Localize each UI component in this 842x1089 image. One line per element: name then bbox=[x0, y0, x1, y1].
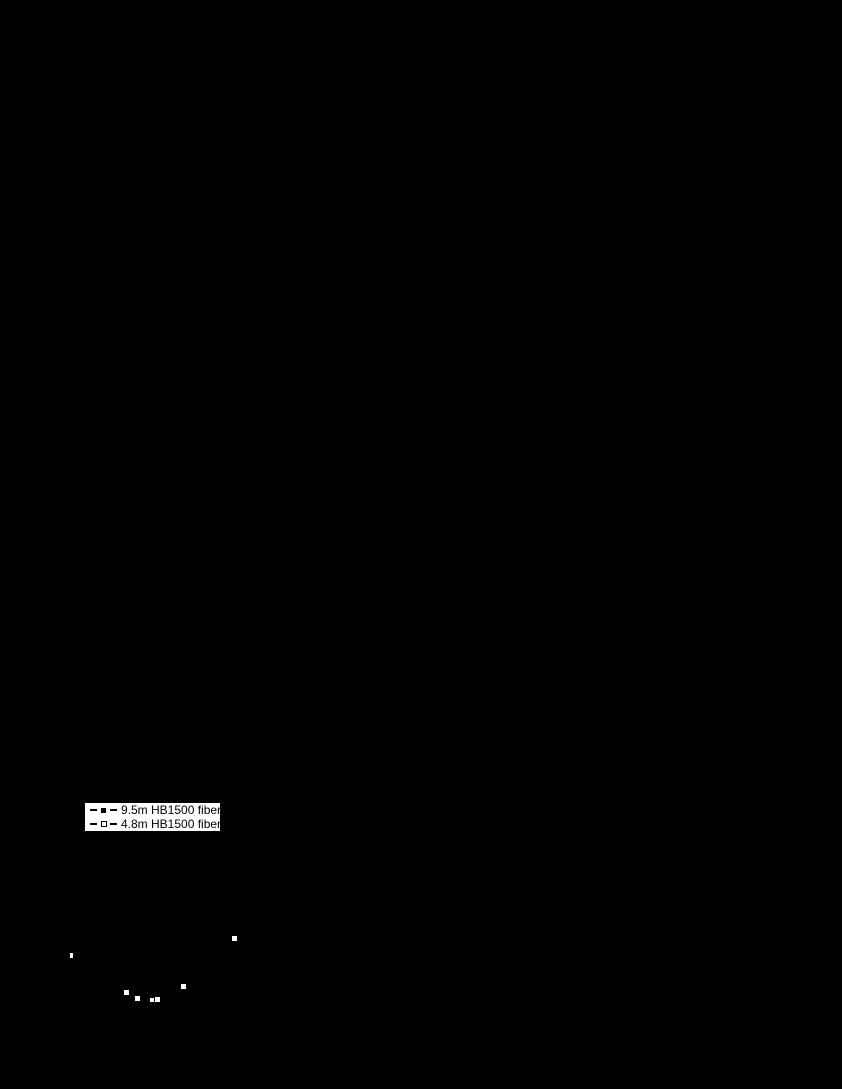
line-dash-icon bbox=[110, 823, 117, 825]
legend-label: 9.5m HB1500 fiber bbox=[121, 802, 222, 817]
filled-square-marker-icon bbox=[90, 808, 117, 813]
legend-entry bbox=[90, 803, 220, 817]
data-point-marker bbox=[124, 990, 129, 995]
data-point-marker bbox=[232, 936, 237, 941]
open-square-icon bbox=[101, 821, 107, 827]
line-dash-icon bbox=[90, 823, 97, 825]
data-point-marker bbox=[181, 984, 186, 989]
data-point-marker bbox=[155, 997, 160, 1002]
legend-box bbox=[84, 802, 221, 832]
line-dash-icon bbox=[90, 809, 97, 811]
filled-square-icon bbox=[101, 808, 106, 813]
data-point-marker bbox=[150, 998, 154, 1002]
open-square-marker-icon bbox=[90, 821, 117, 827]
data-point-marker bbox=[135, 996, 140, 1001]
line-dash-icon bbox=[110, 809, 117, 811]
data-point-marker bbox=[70, 953, 73, 958]
legend-label: 4.8m HB1500 fiber bbox=[121, 816, 222, 831]
legend-entry bbox=[90, 817, 220, 831]
